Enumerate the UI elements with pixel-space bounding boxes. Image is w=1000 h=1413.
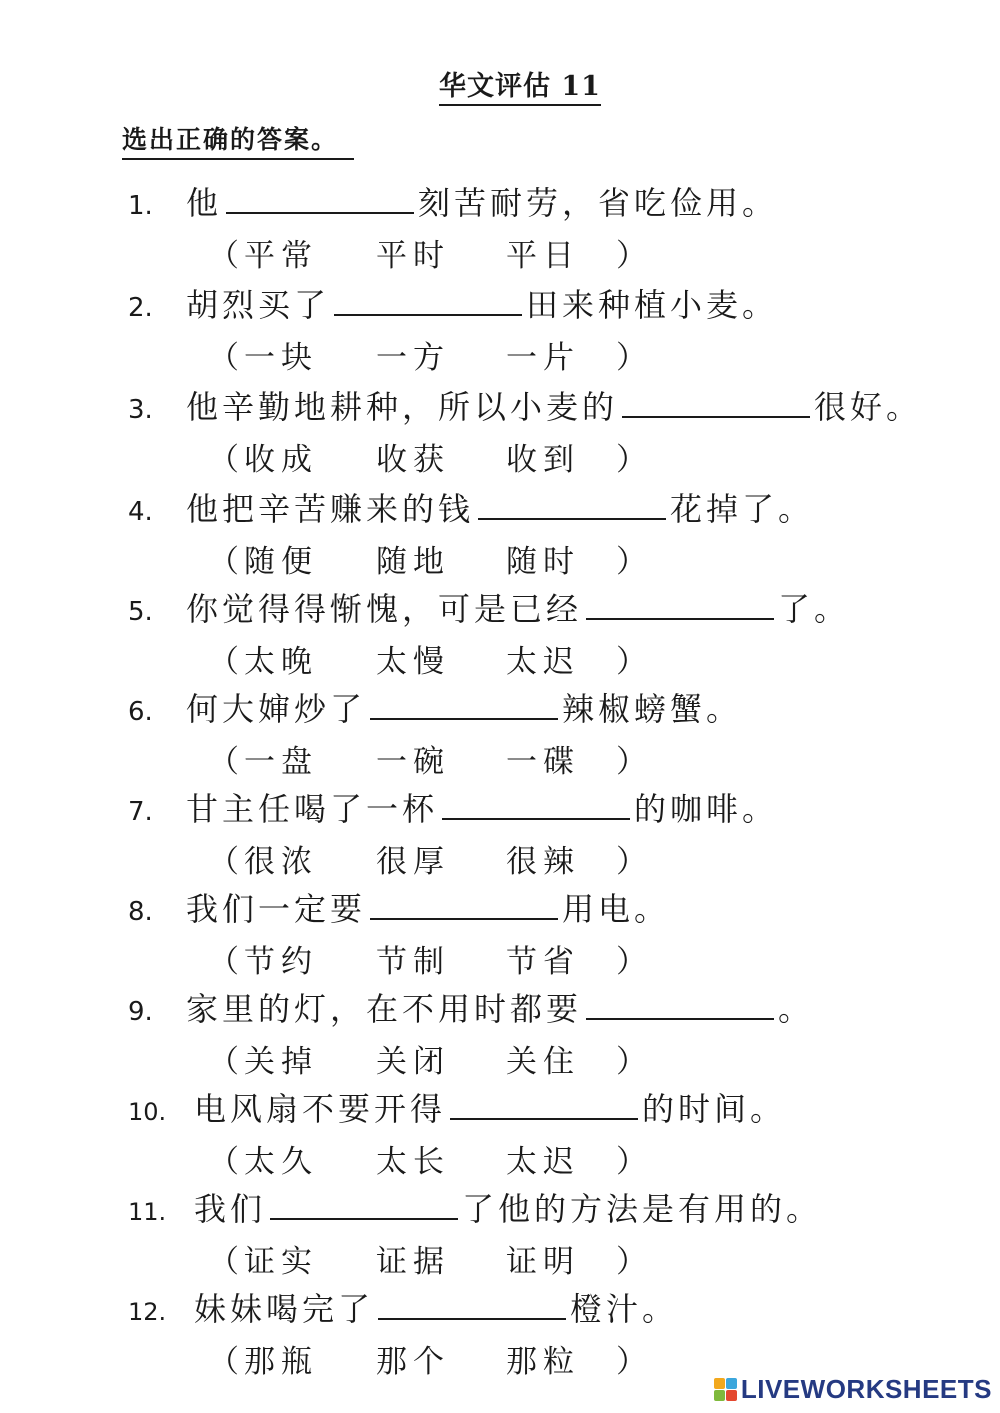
close-paren: ） — [616, 1344, 653, 1380]
question-number: 2. — [128, 293, 153, 323]
close-paren: ） — [616, 1244, 653, 1280]
option-choice[interactable]: 关掉 — [244, 1044, 318, 1080]
question-item — [128, 1284, 988, 1380]
open-paren: （ — [208, 1244, 245, 1280]
option-choice[interactable]: 一片 — [506, 340, 580, 376]
option-choice[interactable]: 那粒 — [506, 1344, 580, 1380]
answer-blank[interactable] — [370, 890, 558, 920]
question-text-before: 电风扇不要开得 — [194, 1090, 447, 1128]
question-number: 1. — [128, 191, 153, 221]
question-item — [128, 1184, 988, 1280]
option-choice[interactable]: 太晚 — [244, 644, 318, 680]
option-choice[interactable]: 节省 — [506, 944, 580, 980]
option-choice[interactable]: 证实 — [244, 1244, 318, 1280]
question-text-after: 刻苦耐劳，省吃俭用。 — [418, 184, 779, 222]
question-text-before: 他 — [186, 184, 223, 222]
question-item — [128, 178, 988, 274]
question-item — [128, 382, 988, 478]
option-choice[interactable]: 随便 — [244, 544, 318, 580]
option-group — [208, 1236, 988, 1281]
close-paren: ） — [616, 442, 653, 478]
option-choice[interactable]: 证明 — [506, 1244, 580, 1280]
option-group — [208, 836, 988, 881]
question-text-before: 我们 — [194, 1190, 267, 1228]
open-paren: （ — [208, 442, 245, 478]
option-choice[interactable]: 收获 — [376, 442, 450, 478]
open-paren: （ — [208, 844, 245, 880]
question-text-before: 我们一定要 — [186, 890, 367, 928]
instruction-text: 选出正确的答案。 — [122, 120, 354, 160]
question-text-after: 花掉了。 — [670, 490, 815, 528]
question-number: 12. — [128, 1298, 167, 1326]
close-paren: ） — [616, 1044, 653, 1080]
answer-blank[interactable] — [226, 184, 414, 214]
question-item — [128, 484, 988, 580]
option-choice[interactable]: 那瓶 — [244, 1344, 318, 1380]
option-choice[interactable]: 一碗 — [376, 744, 450, 780]
option-choice[interactable]: 太迟 — [506, 1144, 580, 1180]
close-paren: ） — [616, 944, 653, 980]
question-text-before: 妹妹喝完了 — [194, 1290, 375, 1328]
question-number: 9. — [128, 997, 153, 1027]
worksheet-title: 华文评估 11 — [0, 64, 1000, 103]
answer-blank[interactable] — [478, 490, 666, 520]
question-number: 6. — [128, 697, 153, 727]
question-number: 10. — [128, 1098, 167, 1126]
question-text-after: 的时间。 — [642, 1090, 787, 1128]
question-item — [128, 684, 988, 780]
question-number: 3. — [128, 395, 153, 425]
question-number: 4. — [128, 497, 153, 527]
option-choice[interactable]: 很浓 — [244, 844, 318, 880]
answer-blank[interactable] — [270, 1190, 458, 1220]
option-choice[interactable]: 一方 — [376, 340, 450, 376]
open-paren: （ — [208, 1044, 245, 1080]
question-text-before: 你觉得得惭愧，可是已经 — [186, 590, 583, 628]
question-item — [128, 884, 988, 980]
option-choice[interactable]: 很厚 — [376, 844, 450, 880]
watermark-text: LIVEWORKSHEETS — [740, 1374, 992, 1404]
option-choice[interactable]: 太久 — [244, 1144, 318, 1180]
open-paren: （ — [208, 944, 245, 980]
question-item — [128, 984, 988, 1080]
open-paren: （ — [208, 544, 245, 580]
answer-blank[interactable] — [378, 1290, 566, 1320]
option-choice[interactable]: 平常 — [244, 238, 318, 274]
close-paren: ） — [616, 340, 653, 376]
question-text-after: 的咖啡。 — [634, 790, 779, 828]
option-group — [208, 1136, 988, 1181]
answer-blank[interactable] — [334, 286, 522, 316]
option-group — [208, 936, 988, 981]
option-group — [208, 736, 988, 781]
option-group — [208, 434, 988, 479]
option-choice[interactable]: 随地 — [376, 544, 450, 580]
option-choice[interactable]: 节约 — [244, 944, 318, 980]
question-item — [128, 784, 988, 880]
liveworksheets-logo-icon — [714, 1378, 737, 1401]
close-paren: ） — [616, 544, 653, 580]
option-choice[interactable]: 一块 — [244, 340, 318, 376]
question-text-after: 。 — [778, 990, 815, 1028]
close-paren: ） — [616, 644, 653, 680]
option-choice[interactable]: 节制 — [376, 944, 450, 980]
liveworksheets-watermark — [714, 1374, 992, 1405]
question-text-after: 了。 — [778, 590, 851, 628]
question-text-before: 他辛勤地耕种，所以小麦的 — [186, 388, 619, 426]
option-group — [208, 636, 988, 681]
open-paren: （ — [208, 340, 245, 376]
option-group — [208, 1036, 988, 1081]
option-choice[interactable]: 收到 — [506, 442, 580, 478]
answer-blank[interactable] — [622, 388, 810, 418]
question-number: 7. — [128, 797, 153, 827]
question-text-before: 他把辛苦赚来的钱 — [186, 490, 475, 528]
close-paren: ） — [616, 238, 653, 274]
question-item — [128, 280, 988, 376]
option-choice[interactable]: 关闭 — [376, 1044, 450, 1080]
option-choice[interactable]: 很辣 — [506, 844, 580, 880]
question-text-after: 用电。 — [562, 890, 671, 928]
answer-blank[interactable] — [586, 990, 774, 1020]
question-text-before: 甘主任喝了一杯 — [186, 790, 439, 828]
question-text-after: 橙汁。 — [570, 1290, 679, 1328]
option-choice[interactable]: 平时 — [376, 238, 450, 274]
option-choice[interactable]: 太长 — [376, 1144, 450, 1180]
open-paren: （ — [208, 1144, 245, 1180]
open-paren: （ — [208, 238, 245, 274]
answer-blank[interactable] — [442, 790, 630, 820]
question-text-before: 家里的灯，在不用时都要 — [186, 990, 583, 1028]
question-number: 11. — [128, 1198, 167, 1226]
option-choice[interactable]: 平日 — [506, 238, 580, 274]
question-text-after: 很好。 — [814, 388, 923, 426]
question-text-after: 了他的方法是有用的。 — [462, 1190, 823, 1228]
option-group — [208, 230, 988, 275]
option-choice[interactable]: 那个 — [376, 1344, 450, 1380]
option-choice[interactable]: 随时 — [506, 544, 580, 580]
answer-blank[interactable] — [586, 590, 774, 620]
close-paren: ） — [616, 744, 653, 780]
close-paren: ） — [616, 1144, 653, 1180]
option-group — [208, 536, 988, 581]
question-number: 8. — [128, 897, 153, 927]
open-paren: （ — [208, 1344, 245, 1380]
option-choice[interactable]: 太迟 — [506, 644, 580, 680]
option-choice[interactable]: 收成 — [244, 442, 318, 478]
question-text-before: 何大婶炒了 — [186, 690, 367, 728]
answer-blank[interactable] — [370, 690, 558, 720]
question-text-after: 田来种植小麦。 — [526, 286, 779, 324]
close-paren: ） — [616, 844, 653, 880]
option-choice[interactable]: 关住 — [506, 1044, 580, 1080]
question-item — [128, 1084, 988, 1180]
question-text-after: 辣椒螃蟹。 — [562, 690, 743, 728]
question-text-before: 胡烈买了 — [186, 286, 331, 324]
question-number: 5. — [128, 597, 153, 627]
option-choice[interactable]: 太慢 — [376, 644, 450, 680]
option-choice[interactable]: 证据 — [376, 1244, 450, 1280]
question-item — [128, 584, 988, 680]
open-paren: （ — [208, 644, 245, 680]
option-choice[interactable]: 一盘 — [244, 744, 318, 780]
answer-blank[interactable] — [450, 1090, 638, 1120]
option-choice[interactable]: 一碟 — [506, 744, 580, 780]
option-group — [208, 332, 988, 377]
open-paren: （ — [208, 744, 245, 780]
